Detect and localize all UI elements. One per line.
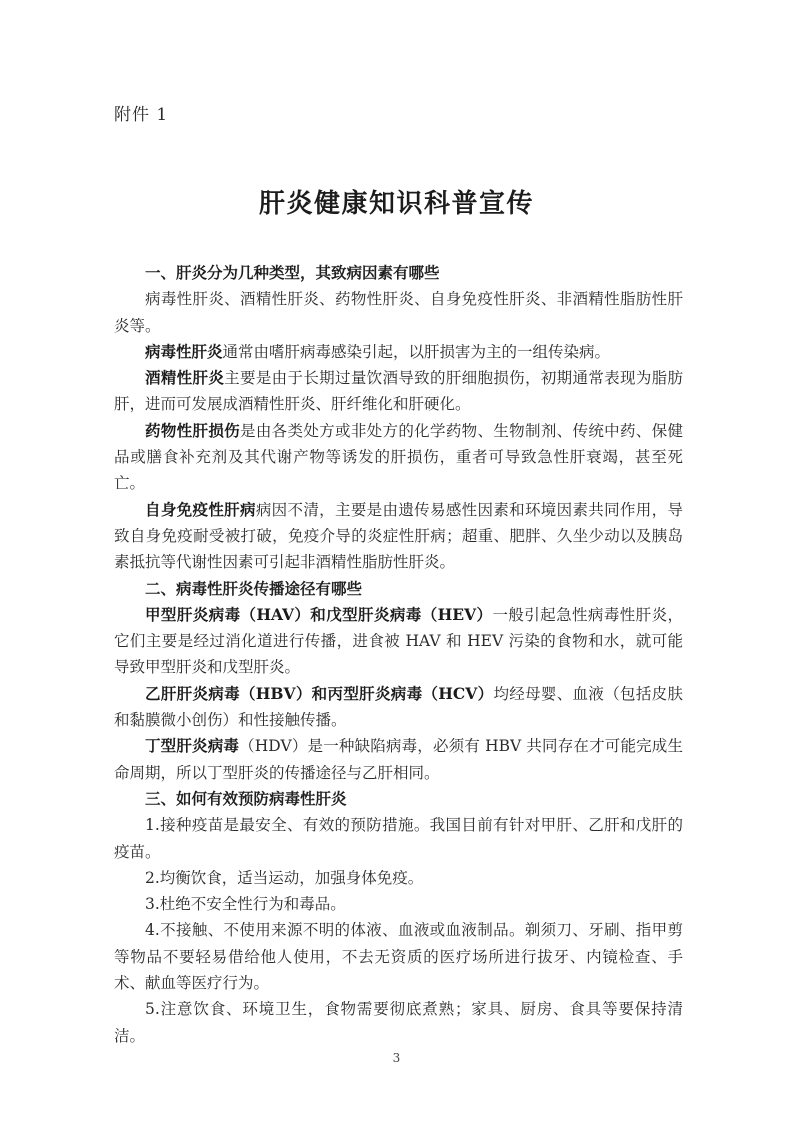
paragraph-lead-term: 自身免疫性肝病 (145, 499, 256, 519)
list-item (114, 996, 683, 1049)
paragraph-text: 通常由嗜肝病毒感染引起，以肝损害为主的一组传染病。 (222, 342, 611, 361)
paragraph-lead-term: 酒精性肝炎 (145, 368, 225, 388)
list-item (114, 865, 683, 891)
list-item (114, 917, 683, 996)
section-heading-2: 二、病毒性肝炎传播途径有哪些 (145, 578, 363, 598)
paragraph-lead-term: 丁型肝炎病毒 (145, 736, 240, 756)
paragraph-lead-term: 甲型肝炎病毒（HAV）和戊型肝炎病毒（HEV） (145, 604, 493, 624)
paragraph (114, 497, 683, 576)
paragraph (114, 681, 683, 734)
paragraph-text: 主要是由于长期过量饮酒导致的肝细胞损伤，初期通常表现为脂肪肝，进而可发展成酒精性肝炎、肝纤维化和肝硬化。 (114, 369, 683, 414)
paragraph (114, 365, 683, 418)
paragraph-text: 5.注意饮食、环境卫生，食物需要彻底煮熟；家具、厨房、食具等要保持清洁。 (114, 1000, 683, 1045)
paragraph (114, 733, 683, 786)
paragraph (114, 602, 683, 681)
paragraph-text: 病毒性肝炎、酒精性肝炎、药物性肝炎、自身免疫性肝炎、非酒精性脂肪性肝炎等。 (114, 290, 683, 335)
paragraph-text: 一般引起急性病毒性肝炎，它们主要是经过消化道进行传播，进食被 HAV 和 HEV 污染的食物和水，就可能导致甲型肝炎和戊型肝炎。 (114, 605, 683, 677)
paragraph-text: 1.接种疫苗是最安全、有效的预防措施。我国目前有针对甲肝、乙肝和戊肝的疫苗。 (114, 816, 683, 861)
paragraph-lead-term: 药物性肝损伤 (145, 420, 240, 440)
document-body (114, 260, 683, 1049)
list-item (114, 891, 683, 917)
paragraph-text: 2.均衡饮食，适当运动，加强身体免疫。 (145, 868, 424, 887)
paragraph-lead-term: 病毒性肝炎 (145, 341, 223, 361)
page-number: 3 (392, 1051, 401, 1065)
paragraph-text: 病因不清，主要是由遗传易感性因素和环境因素共同作用，导致自身免疫耐受被打破，免疫介导的炎症性肝病；超重、肥胖、久坐少动以及胰岛素抵抗等代谢性因素可引起非酒精性脂肪性肝炎。 (114, 500, 683, 572)
page-title: 肝炎健康知识科普宣传 (258, 189, 534, 219)
section-heading-1: 一、肝炎分为几种类型，其致病因素有哪些 (145, 263, 440, 282)
paragraph-lead-term: 乙肝肝炎病毒（HBV）和丙型肝炎病毒（HCV） (145, 683, 494, 703)
paragraph-text: 3.杜绝不安全性行为和毒品。 (145, 895, 346, 914)
paragraph-text: 4.不接触、不使用来源不明的体液、血液或血液制品。剃须刀、牙刷、指甲剪等物品不要轻易借给他人使用，不去无资质的医疗场所进行拔牙、内镜检查、手术、献血等医疗行为。 (114, 921, 683, 993)
section-heading-3: 三、如何有效预防病毒性肝炎 (145, 788, 347, 808)
attachment-label: 附件 1 (114, 105, 169, 125)
paragraph-text: （HDV）是一种缺陷病毒，必须有 HBV 共同存在才可能完成生命周期，所以丁型肝炎的传播途径与乙肝相同。 (114, 737, 683, 782)
paragraph (114, 418, 683, 497)
paragraph-text: 是由各类处方或非处方的化学药物、生物制剂、传统中药、保健品或膳食补充剂及其代谢产物等诱发的肝损伤，重者可导致急性肝衰竭，甚至死亡。 (114, 421, 683, 493)
list-item (114, 812, 683, 865)
paragraph-text: 均经母婴、血液（包括皮肤和黏膜微小创伤）和性接触传播。 (114, 684, 683, 730)
paragraph (114, 286, 683, 339)
paragraph (114, 339, 683, 365)
